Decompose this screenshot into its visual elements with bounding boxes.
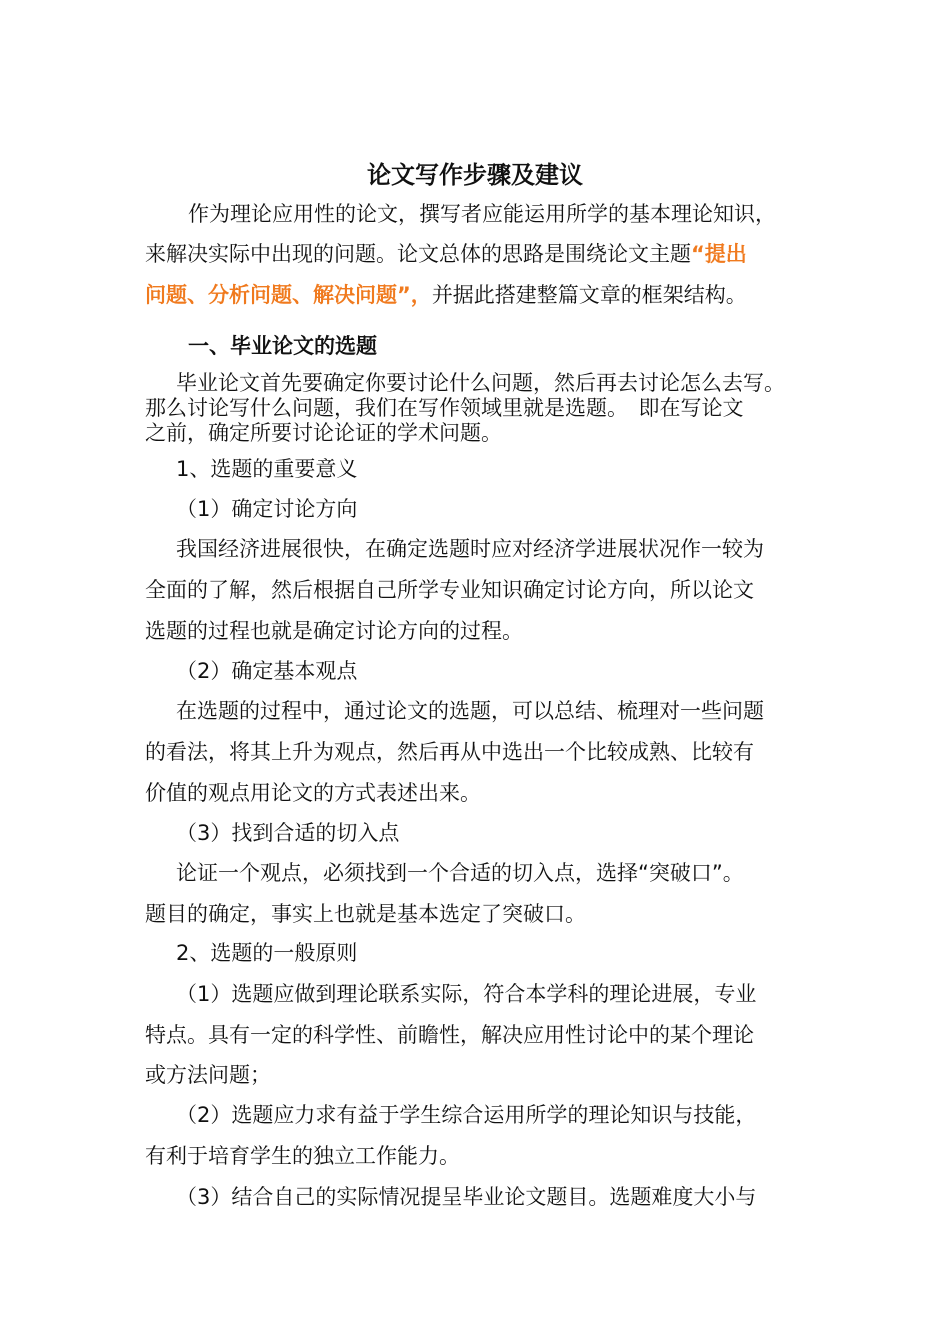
page-title: 论文写作步骤及建议 bbox=[367, 161, 583, 189]
item2-line-1: 在选题的过程中，通过论文的选题，可以总结、梳理对一些问题 bbox=[176, 699, 764, 723]
item2-line-2: 的看法，将其上升为观点，然后再从中选出一个比较成熟、比较有 bbox=[145, 740, 754, 764]
section-heading: 一、毕业论文的选题 bbox=[188, 334, 377, 358]
intro-highlight-start: “提出 bbox=[691, 242, 747, 266]
subheading-importance: 1、选题的重要意义 bbox=[176, 457, 358, 481]
intro-line-2 bbox=[145, 240, 747, 268]
item1-line-2: 全面的了解，然后根据自己所学专业知识确定讨论方向，所以论文 bbox=[145, 578, 754, 602]
intro-highlight-end: 问题、分析问题、解决问题”， bbox=[145, 283, 432, 307]
rule1-line-3: 或方法问题； bbox=[145, 1063, 271, 1087]
rule1-line-1: （1）选题应做到理论联系实际，符合本学科的理论进展，专业 bbox=[176, 982, 757, 1006]
item3-line-2: 题目的确定，事实上也就是基本选定了突破口。 bbox=[145, 902, 586, 926]
section-para-line-1: 毕业论文首先要确定你要讨论什么问题，然后再去讨论怎么去写。 bbox=[176, 371, 785, 395]
intro-line-1: 作为理论应用性的论文，撰写者应能运用所学的基本理论知识， bbox=[188, 202, 776, 226]
item-heading-entry-point: （3）找到合适的切入点 bbox=[176, 821, 400, 845]
rule3-line-1: （3）结合自己的实际情况提呈毕业论文题目。选题难度大小与 bbox=[176, 1185, 757, 1209]
item1-line-1: 我国经济进展很快，在确定选题时应对经济学进展状况作一较为 bbox=[176, 537, 764, 561]
item3-line-1: 论证一个观点，必须找到一个合适的切入点，选择“突破口”。 bbox=[176, 861, 744, 885]
rule2-line-2: 有利于培育学生的独立工作能力。 bbox=[145, 1144, 460, 1168]
item-heading-direction: （1）确定讨论方向 bbox=[176, 497, 358, 521]
item1-line-3: 选题的过程也就是确定讨论方向的过程。 bbox=[145, 619, 523, 643]
rule2-line-1: （2）选题应力求有益于学生综合运用所学的理论知识与技能， bbox=[176, 1103, 757, 1127]
subheading-principles: 2、选题的一般原则 bbox=[176, 941, 358, 965]
rule1-line-2: 特点。具有一定的科学性、前瞻性，解决应用性讨论中的某个理论 bbox=[145, 1023, 754, 1047]
intro-line-3 bbox=[145, 281, 747, 309]
item-heading-viewpoint: （2）确定基本观点 bbox=[176, 659, 358, 683]
item2-line-3: 价值的观点用论文的方式表述出来。 bbox=[145, 781, 481, 805]
intro-line-2-text: 来解决实际中出现的问题。论文总体的思路是围绕论文主题 bbox=[145, 242, 691, 266]
intro-line-3-text: 并据此搭建整篇文章的框架结构。 bbox=[431, 283, 747, 307]
section-para-line-2: 那么讨论写什么问题，我们在写作领域里就是选题。 即在写论文 bbox=[145, 396, 744, 420]
section-para-line-3: 之前，确定所要讨论论证的学术问题。 bbox=[145, 421, 502, 445]
